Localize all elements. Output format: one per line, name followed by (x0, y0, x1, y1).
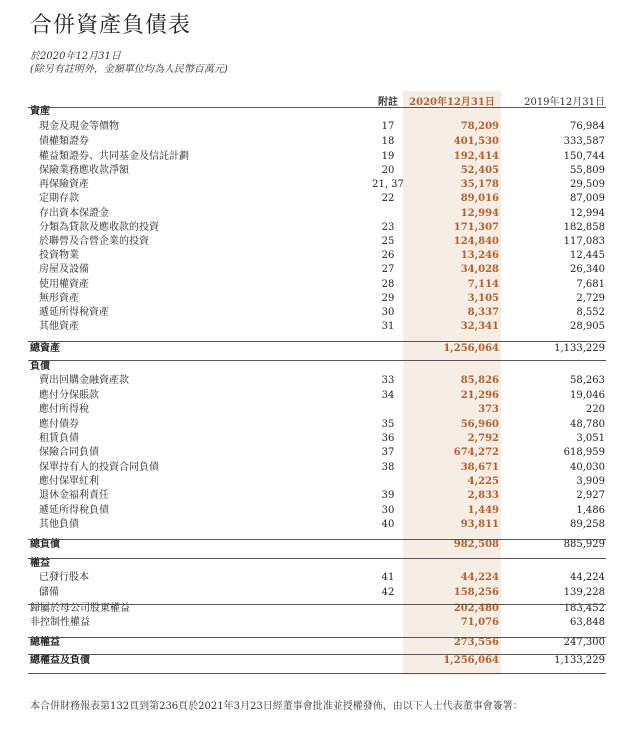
row-note: 23 (381, 222, 395, 233)
row-current-value: 89,016 (460, 193, 499, 204)
row-label: 應付債券 (39, 419, 79, 430)
row-note: 19 (381, 151, 395, 162)
footer-note: 本合併財務報表第132頁到第236頁於2021年3月23日經董事會批准並授權發佈，由以下人士代表董事會簽署： (30, 701, 523, 712)
row-label: 分類為貸款及應收款的投資 (39, 222, 159, 233)
table-row (0, 135, 640, 149)
total-row (0, 342, 640, 356)
row-prior-value: 885,929 (563, 539, 605, 550)
row-note: 41 (381, 572, 395, 583)
section-row (0, 360, 640, 374)
table-row (0, 571, 640, 585)
rule-line (28, 637, 606, 638)
row-prior-value: 89,258 (570, 519, 605, 530)
row-current-value: 8,337 (467, 307, 499, 318)
row-prior-value: 12,445 (570, 250, 605, 261)
row-label: 保單持有人的投資合同負債 (39, 462, 159, 473)
table-row (0, 221, 640, 235)
row-current-value: 373 (478, 404, 499, 415)
row-prior-value: 3,909 (576, 476, 605, 487)
header-current-year: 2020年12月31日 (409, 97, 495, 108)
row-note: 27 (381, 264, 395, 275)
table-row (0, 120, 640, 134)
row-prior-value: 1,133,229 (554, 343, 605, 354)
statement-date: 於2020年12月31日 (30, 51, 121, 62)
row-label: 儲備 (39, 587, 59, 598)
rule-line (28, 341, 606, 342)
row-current-value: 982,508 (453, 539, 499, 550)
row-current-value: 93,811 (460, 519, 499, 530)
row-label: 投資物業 (39, 250, 79, 261)
row-prior-value: 28,905 (570, 321, 605, 332)
row-note: 40 (381, 519, 395, 530)
table-row (0, 207, 640, 221)
row-current-value: 202,480 (453, 603, 499, 614)
rule-line (28, 360, 606, 361)
table-row (0, 475, 640, 489)
table-row (0, 504, 640, 518)
row-current-value: 21,296 (460, 390, 499, 401)
row-prior-value: 139,228 (563, 587, 605, 598)
table-row (0, 292, 640, 306)
row-current-value: 78,209 (460, 121, 499, 132)
row-note: 18 (381, 136, 395, 147)
row-label: 退休金福利責任 (39, 490, 109, 501)
row-prior-value: 1,133,229 (554, 655, 605, 666)
row-prior-value: 12,994 (570, 208, 605, 219)
row-prior-value: 117,083 (563, 236, 605, 247)
table-row (0, 489, 640, 503)
table-row (0, 403, 640, 417)
row-label: 遞延所得稅負債 (39, 505, 109, 516)
row-label: 權益 (30, 558, 50, 569)
row-label: 應付分保賬款 (39, 390, 99, 401)
row-current-value: 2,792 (467, 433, 499, 444)
table-row (0, 150, 640, 164)
row-label: 歸屬於母公司股東權益 (30, 603, 130, 614)
rule-line (28, 604, 606, 605)
row-prior-value: 48,780 (570, 419, 605, 430)
table-row (0, 432, 640, 446)
table-row (0, 586, 640, 600)
table-row (0, 616, 640, 630)
row-current-value: 4,225 (467, 476, 499, 487)
row-note: 17 (381, 121, 395, 132)
row-label: 現金及現金等價物 (39, 121, 119, 132)
row-current-value: 171,307 (453, 222, 499, 233)
total-row (0, 636, 640, 650)
header-note: 附註 (378, 97, 398, 108)
row-note: 29 (381, 293, 395, 304)
row-prior-value: 76,984 (570, 121, 605, 132)
table-row (0, 306, 640, 320)
row-label: 應付保單紅利 (39, 476, 99, 487)
table-row (0, 263, 640, 277)
row-current-value: 124,840 (453, 236, 499, 247)
row-current-value: 35,178 (460, 179, 499, 190)
row-label: 租賃負債 (39, 433, 79, 444)
table-row (0, 249, 640, 263)
row-label: 非控制性權益 (30, 617, 90, 628)
table-row (0, 178, 640, 192)
table-row (0, 461, 640, 475)
row-label: 應付所得稅 (39, 404, 89, 415)
row-label: 總資產 (30, 343, 60, 354)
row-current-value: 52,405 (460, 165, 499, 176)
table-row (0, 389, 640, 403)
row-note: 20 (381, 165, 395, 176)
row-prior-value: 182,858 (563, 222, 605, 233)
row-current-value: 13,246 (460, 250, 499, 261)
row-note: 30 (381, 505, 395, 516)
row-prior-value: 220 (585, 404, 605, 415)
table-row (0, 278, 640, 292)
row-current-value: 7,114 (467, 279, 499, 290)
row-label: 總權益及負債 (30, 655, 90, 666)
row-label: 房屋及設備 (39, 264, 89, 275)
row-current-value: 273,556 (453, 637, 499, 648)
row-note: 36 (381, 433, 395, 444)
row-label: 存出資本保證金 (39, 208, 109, 219)
header-prior-year: 2019年12月31日 (524, 97, 605, 108)
table-row (0, 446, 640, 460)
row-note: 35 (381, 419, 395, 430)
row-prior-value: 183,452 (563, 603, 605, 614)
row-prior-value: 26,340 (570, 264, 605, 275)
row-note: 25 (381, 236, 395, 247)
row-current-value: 3,105 (467, 293, 499, 304)
row-prior-value: 8,552 (576, 307, 605, 318)
row-label: 已發行股本 (39, 572, 89, 583)
row-label: 負債 (30, 361, 50, 372)
row-current-value: 1,449 (467, 505, 499, 516)
row-prior-value: 2,729 (576, 293, 605, 304)
row-note: 42 (381, 587, 395, 598)
unit-note: (除另有註明外，金額單位均為人民幣百萬元) (30, 64, 228, 75)
table-row (0, 164, 640, 178)
row-note: 30 (381, 307, 395, 318)
row-note: 28 (381, 279, 395, 290)
row-label: 賣出回購金融資產款 (39, 375, 129, 386)
row-prior-value: 40,030 (570, 462, 605, 473)
row-current-value: 158,256 (453, 587, 499, 598)
row-current-value: 12,994 (460, 208, 499, 219)
row-label: 資產 (30, 106, 50, 117)
row-note: 33 (381, 375, 395, 386)
row-prior-value: 618,959 (563, 447, 605, 458)
row-label: 於聯營及合營企業的投資 (39, 236, 149, 247)
row-note: 39 (381, 490, 395, 501)
row-label: 權益類證券、共同基金及信託計劃 (39, 151, 189, 162)
table-row (0, 518, 640, 532)
row-current-value: 85,826 (460, 375, 499, 386)
row-note: 34 (381, 390, 395, 401)
row-prior-value: 19,046 (570, 390, 605, 401)
row-current-value: 401,530 (453, 136, 499, 147)
rule-line (28, 654, 606, 655)
row-prior-value: 44,224 (570, 572, 605, 583)
row-prior-value: 1,486 (576, 505, 605, 516)
row-label: 保險業務應收款淨額 (39, 165, 129, 176)
row-prior-value: 333,587 (563, 136, 605, 147)
row-current-value: 2,833 (467, 490, 499, 501)
row-label: 其他資產 (39, 321, 79, 332)
row-current-value: 34,028 (460, 264, 499, 275)
row-label: 定期存款 (39, 193, 79, 204)
row-prior-value: 7,681 (576, 279, 605, 290)
total-row (0, 538, 640, 552)
row-label: 債權類證券 (39, 136, 89, 147)
table-row (0, 235, 640, 249)
row-prior-value: 150,744 (563, 151, 605, 162)
rule-line (28, 673, 606, 674)
row-current-value: 32,341 (460, 321, 499, 332)
row-label: 無形資產 (39, 293, 79, 304)
rule-line (28, 107, 606, 108)
row-current-value: 38,671 (460, 462, 499, 473)
table-row (0, 374, 640, 388)
row-prior-value: 2,927 (576, 490, 605, 501)
row-prior-value: 3,051 (576, 433, 605, 444)
section-row (0, 557, 640, 571)
row-label: 遞延所得稅資產 (39, 307, 109, 318)
row-note: 37 (381, 447, 395, 458)
row-label: 保險合同負債 (39, 447, 99, 458)
row-prior-value: 87,009 (570, 193, 605, 204)
rule-line (28, 539, 606, 540)
row-current-value: 1,256,064 (443, 655, 499, 666)
rule-line (28, 558, 606, 559)
row-current-value: 44,224 (460, 572, 499, 583)
row-note: 26 (381, 250, 395, 261)
row-current-value: 1,256,064 (443, 343, 499, 354)
row-label: 再保險資產 (39, 179, 89, 190)
row-label: 總負債 (30, 539, 60, 550)
row-note: 38 (381, 462, 395, 473)
row-prior-value: 55,809 (570, 165, 605, 176)
row-label: 總權益 (30, 637, 60, 648)
row-note: 22 (381, 193, 395, 204)
row-note: 31 (381, 321, 395, 332)
row-current-value: 192,414 (453, 151, 499, 162)
row-current-value: 71,076 (460, 617, 499, 628)
row-prior-value: 247,300 (563, 637, 605, 648)
row-prior-value: 58,263 (570, 375, 605, 386)
page-title: 合併資產負債表 (30, 13, 192, 38)
table-row (0, 418, 640, 432)
row-note: 21, 37 (372, 179, 404, 190)
row-label: 使用權資產 (39, 279, 89, 290)
row-current-value: 674,272 (453, 447, 499, 458)
row-current-value: 56,960 (460, 419, 499, 430)
total-row (0, 654, 640, 668)
table-row (0, 192, 640, 206)
table-row (0, 320, 640, 334)
row-prior-value: 29,509 (570, 179, 605, 190)
row-label: 其他負債 (39, 519, 79, 530)
row-prior-value: 63,848 (570, 617, 605, 628)
